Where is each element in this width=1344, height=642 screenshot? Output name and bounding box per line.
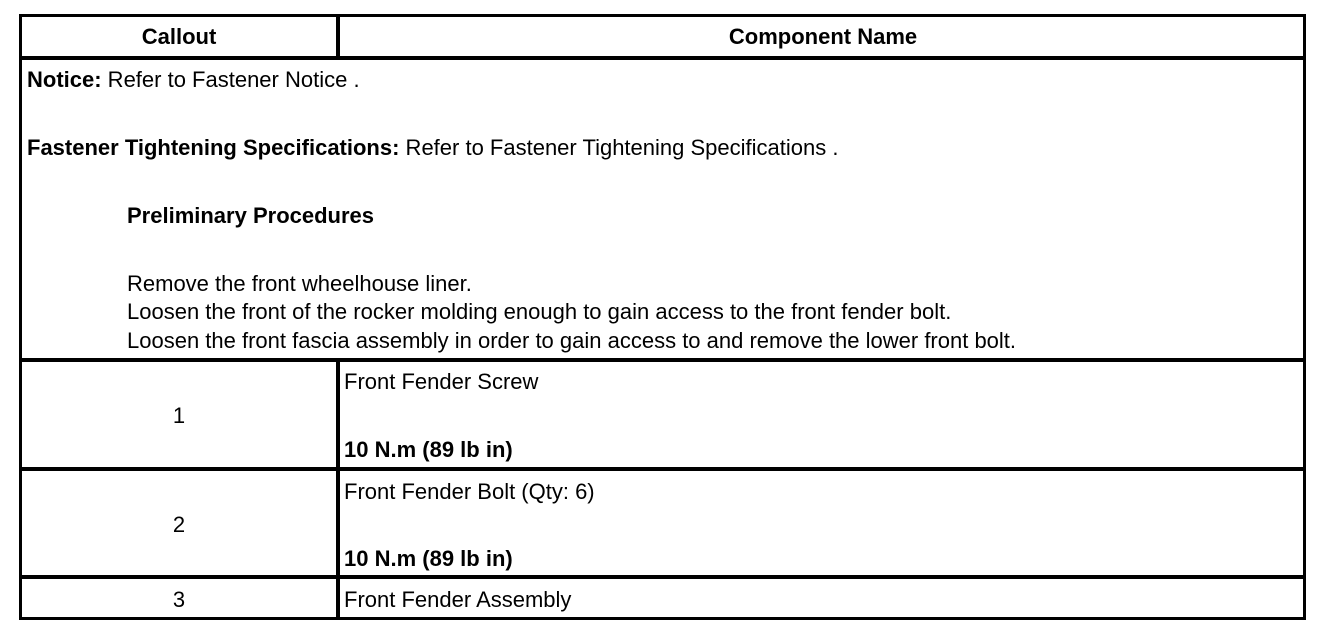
row2-callout: 2	[172, 512, 186, 537]
spec-text: Refer to Fastener Tightening Specifications .	[399, 135, 839, 160]
notice-text: Refer to Fastener Notice .	[101, 67, 360, 92]
step-item: Remove the front wheelhouse liner.	[127, 271, 472, 296]
step-item: Loosen the front fascia assembly in order to gain access to and remove the lower front bolt.	[127, 328, 1017, 353]
callout-header: Callout	[141, 24, 217, 49]
spec-label: Fastener Tightening Specifications:	[27, 135, 400, 160]
notes-divider	[22, 358, 1303, 362]
notice-line	[27, 67, 360, 93]
row2-divider	[22, 575, 1303, 579]
preliminary-title: Preliminary Procedures	[127, 203, 375, 228]
notice-label: Notice:	[27, 67, 102, 92]
component-name-header: Component Name	[728, 24, 918, 49]
row2-component-name: Front Fender Bolt (Qty: 6)	[344, 479, 595, 504]
header-divider	[22, 56, 1303, 60]
spec-line	[27, 135, 838, 161]
row1-torque: 10 N.m (89 lb in)	[344, 437, 513, 462]
components-table	[19, 14, 1306, 620]
row2-torque: 10 N.m (89 lb in)	[344, 546, 513, 571]
row3-callout: 3	[172, 587, 186, 612]
row1-divider	[22, 467, 1303, 471]
row1-component-name: Front Fender Screw	[344, 369, 539, 394]
step-item: Loosen the front of the rocker molding enough to gain access to the front fender bolt.	[127, 299, 952, 324]
row3-component-name: Front Fender Assembly	[344, 587, 572, 612]
rows-column-divider	[336, 362, 340, 620]
row1-callout: 1	[172, 403, 186, 428]
